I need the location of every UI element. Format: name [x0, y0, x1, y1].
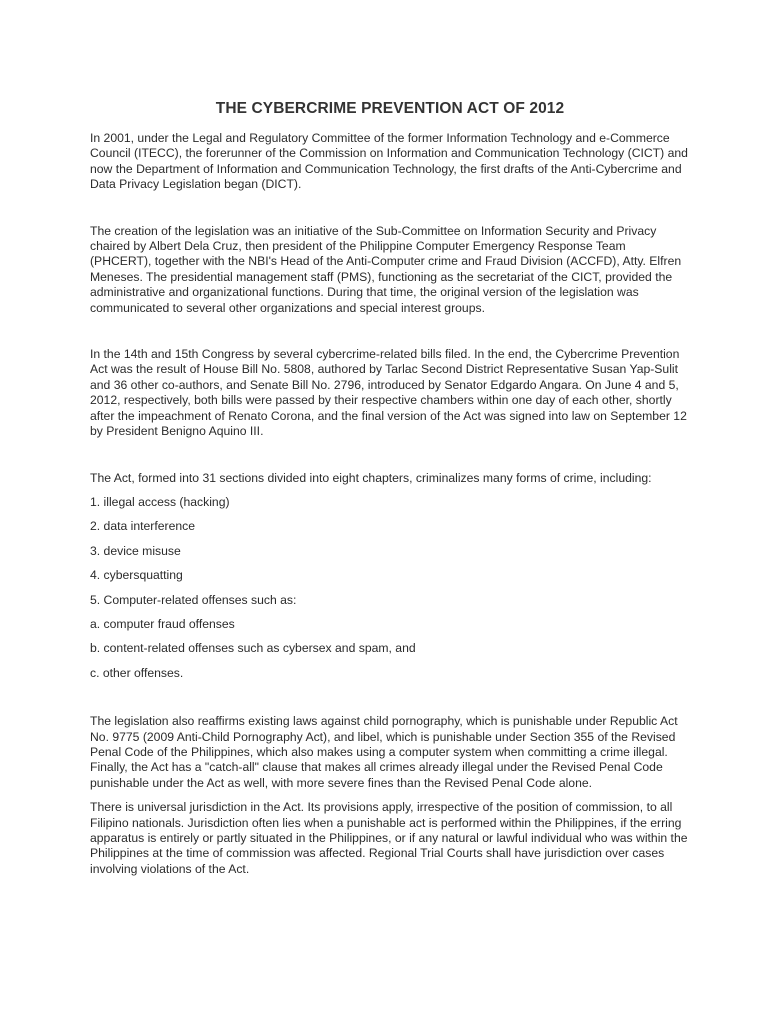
document-title: THE CYBERCRIME PREVENTION ACT OF 2012: [215, 100, 565, 117]
paragraph-congress: In the 14th and 15th Congress by several cybercrime-related bills filed. In the end, the Cybercrime Prevention Act was the result of House Bill No. 5808, authored by Tarlac Second District Representative Susan Yap-Sulit and 36 other co-authors, and Senate Bill No. 2796, introduced by Senator Edgardo Angara. On June 4 and 5, 2012, respectively, both bills were passed by their respective chambers within one day of each other, shortly after the impeachment of Renato Corona, and the final version of the Act was signed into law on September 12 by President Benigno Aquino III.: [90, 347, 687, 439]
spacer: [90, 316, 690, 347]
list-item: 3. device misuse: [90, 543, 181, 558]
list-item: 1. illegal access (hacking): [90, 494, 230, 509]
list-item: 5. Computer-related offenses such as:: [90, 592, 297, 607]
paragraph-history: In 2001, under the Legal and Regulatory Committee of the former Information Technology and e-Commerce Council (ITECC), the forerunner of the Commission on Information and Communication Technology (CICT) and now the Department of Information and Communication Technology, the first drafts of the Anti-Cybercrime and Data Privacy Legislation began (DICT).: [90, 131, 688, 192]
paragraph-reaffirms-laws: The legislation also reaffirms existing laws against child pornography, which is punishable under Republic Act No. 9775 (2009 Anti-Child Pornography Act), and libel, which is punishable under Section 355 of the Revised Penal Code of the Philippines, which also makes using a computer system when committing a crime illegal. Finally, the Act has a "catch-all" clause that makes all crimes already illegal under the Revised Penal Code punishable under the Act as well, with more severe fines than the Revised Penal Code alone.: [90, 714, 678, 790]
spacer: [90, 791, 690, 800]
list-item: a. computer fraud offenses: [90, 616, 235, 631]
list-item: b. content-related offenses such as cybersex and spam, and: [90, 641, 416, 656]
paragraph-jurisdiction: There is universal jurisdiction in the Act. Its provisions apply, irrespective of the position of commission, to all Filipino nationals. Jurisdiction often lies when a punishable act is performed within the Philippines, if the erring apparatus is entirely or partly situated in the Philippines, or if any natural or lawful individual who was within the Philippines at the time of commission was affected. Regional Trial Courts shall have jurisdiction over cases involving violations of the Act.: [90, 800, 688, 876]
list-item: c. other offenses.: [90, 665, 184, 680]
document-page: [90, 100, 690, 877]
paragraph-creation: The creation of the legislation was an initiative of the Sub-Committee on Information Security and Privacy chaired by Albert Dela Cruz, then president of the Philippine Computer Emergency Response Team (PHCERT), together with the NBI's Head of the Anti-Computer crime and Fraud Division (ACCFD), Atty. Elfren Meneses. The presidential management staff (PMS), functioning as the secretariat of the CICT, provided the administrative and organizational functions. During that time, the original version of the legislation was communicated to several other organizations and special interest groups.: [90, 223, 682, 315]
spacer: [90, 193, 690, 224]
spacer: [90, 690, 690, 714]
crime-list: [90, 495, 690, 681]
list-item: 4. cybersquatting: [90, 568, 183, 583]
spacer: [90, 440, 690, 471]
paragraph-act-intro: The Act, formed into 31 sections divided into eight chapters, criminalizes many forms of crime, including:: [90, 470, 652, 485]
list-item: 2. data interference: [90, 519, 196, 534]
